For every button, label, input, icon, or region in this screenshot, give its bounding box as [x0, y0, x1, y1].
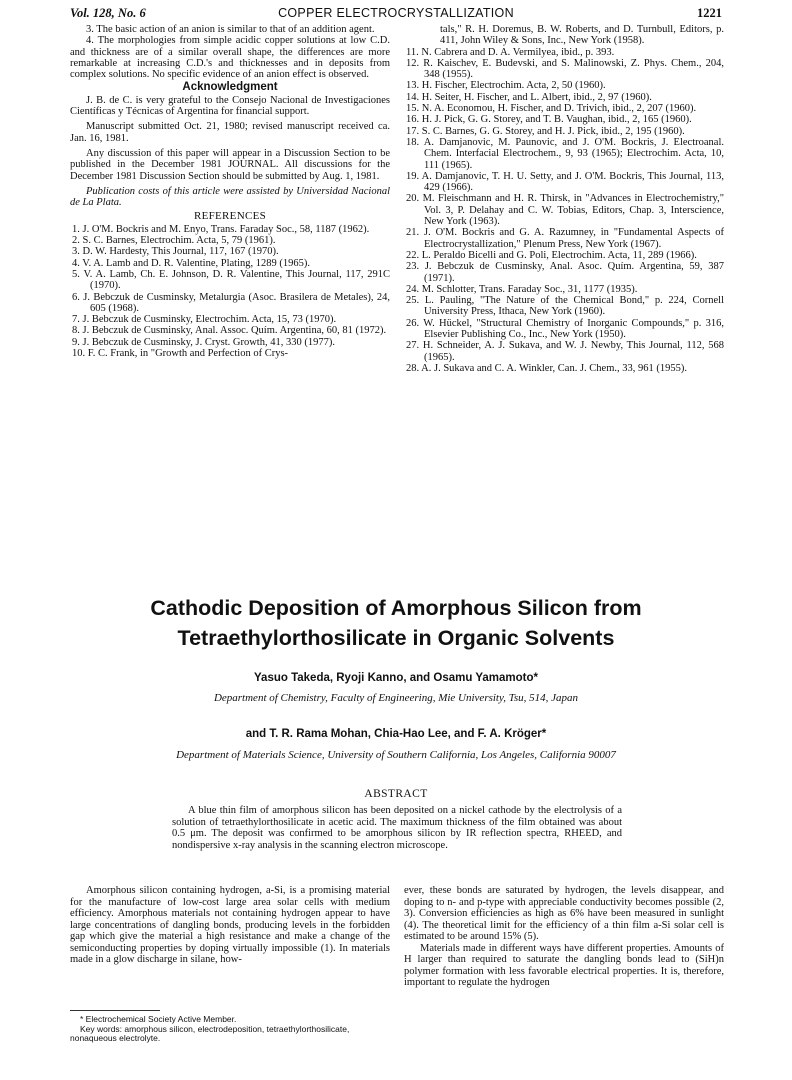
reference-item: 10. F. C. Frank, in "Growth and Perfection of Crys-	[72, 348, 289, 360]
reference-item: 18. A. Damjanovic, M. Paunovic, and J. O'M. Bockris, J. Electroanal. Chem. Interfacial Electrochem., 9, 93 (1965); Electrochim. Acta, 10, 111 (1965).	[406, 136, 724, 171]
right-column-references	[404, 24, 724, 374]
volume-issue: Vol. 128, No. 6	[70, 6, 146, 20]
reference-item: 6. J. Bebczuk de Cusminsky, Metalurgia (Asoc. Brasilera de Metales), 24, 605 (1968).	[72, 291, 390, 314]
reference-item: 3. D. W. Hardesty, This Journal, 117, 167 (1970).	[72, 246, 279, 258]
reference-item: 13. H. Fischer, Electrochim. Acta, 2, 50 (1960).	[406, 80, 606, 92]
acknowledgment-text: J. B. de C. is very grateful to the Consejo Nacional de Investigaciones Científicas y Técnicas of Argentina for financial support.	[70, 94, 390, 118]
footnote-rule	[70, 1010, 160, 1011]
reference-item: 4. V. A. Lamb and D. R. Valentine, Plating, 1289 (1965).	[72, 257, 310, 269]
reference-item: 20. M. Fleischmann and H. R. Thirsk, in "Advances in Electrochemistry," Vol. 3, P. Delahay and C. W. Tobias, Editors, Chap. 3, Interscience, New York (1963).	[406, 193, 724, 228]
title-line-2: Tetraethylorthosilicate in Organic Solvents	[177, 626, 615, 650]
footnotes	[70, 1015, 392, 1044]
reference-item: tals," R. H. Doremus, B. W. Roberts, and D. Turnbull, Editors, p. 411, John Wiley & Sons, Inc., New York (1958).	[440, 24, 724, 47]
title-line-1: Cathodic Deposition of Amorphous Silicon from	[150, 596, 642, 620]
reference-item: 24. M. Schlotter, Trans. Faraday Soc., 31, 1177 (1935).	[406, 283, 638, 295]
left-column-previous-article	[70, 24, 390, 359]
references-heading: REFERENCES	[193, 210, 267, 223]
abstract-heading: ABSTRACT	[364, 788, 428, 800]
reference-item: 2. S. C. Barnes, Electrochim. Acta, 5, 79 (1961).	[72, 235, 276, 247]
article-title	[60, 593, 732, 653]
reference-item: 7. J. Bebczuk de Cusminsky, Electrochim. Acta, 15, 73 (1970).	[72, 314, 337, 326]
reference-item: 27. H. Schneider, A. J. Sukava, and W. J. Newby, This Journal, 112, 568 (1965).	[406, 340, 724, 363]
reference-item: 26. W. Hückel, "Structural Chemistry of Inorganic Compounds," p. 316, Elsevier Publishing Co., Inc., New York (1950).	[406, 317, 724, 341]
publication-costs-note: Publication costs of this article were assisted by Universidad Nacional de La Plata.	[70, 185, 390, 209]
reference-item: 16. H. J. Pick, G. G. Storey, and T. B. Vaughan, ibid., 2, 165 (1960).	[406, 114, 692, 126]
reference-item: 14. H. Seiter, H. Fischer, and L. Albert, ibid., 2, 97 (1960).	[406, 91, 652, 103]
acknowledgment-heading: Acknowledgment	[182, 81, 278, 94]
conclusion-3: 3. The basic action of an anion is similar to that of an addition agent.	[86, 24, 375, 35]
affiliation-1: Department of Chemistry, Faculty of Engineering, Mie University, Tsu, 514, Japan	[213, 692, 579, 704]
reference-item: 22. L. Peraldo Bicelli and G. Poli, Electrochim. Acta, 11, 289 (1966).	[406, 249, 697, 261]
reference-item: 17. S. C. Barnes, G. G. Storey, and H. J. Pick, ibid., 2, 195 (1960).	[406, 125, 685, 137]
reference-item: 11. N. Cabrera and D. A. Vermilyea, ibid., p. 393.	[406, 46, 615, 58]
body-paragraph: ever, these bonds are saturated by hydrogen, the levels disappear, and doping to n- and p-type with appreciable conductivity becomes possible (2, 3). Conversion efficiencies as high as 6% have been measured in sunlight (4). The theoretical limit for the efficiency of a thin film a-Si solar cell is estimated to be around 15% (5).	[404, 885, 724, 942]
running-header	[70, 6, 722, 24]
reference-item: 8. J. Bebczuk de Cusminsky, Anal. Assoc. Quím. Argentina, 60, 81 (1972).	[72, 325, 387, 337]
discussion-note: Any discussion of this paper will appear in a Discussion Section to be published in the December 1981 JOURNAL. All discussions for the December 1981 Discussion Section should be submitted by Aug. 1, 1981.	[70, 147, 390, 182]
reference-item: 5. V. A. Lamb, Ch. E. Johnson, D. R. Valentine, This Journal, 117, 291C (1970).	[72, 268, 390, 292]
running-title: COPPER ELECTROCRYSTALLIZATION	[278, 6, 514, 20]
footnote-keywords: Key words: amorphous silicon, electrodeposition, tetraethylorthosilicate, nonaqueous electrolyte.	[70, 1023, 350, 1043]
abstract-text: A blue thin film of amorphous silicon has been deposited on a nickel cathode by the electrolysis of a solution of tetraethylorthosilicate in acetic acid. The maximum thickness of the film obtained was about 0.5 μm. The deposit was confirmed to be amorphous silicon by IR reflection spectra, RHEED, and nondispersive x-ray analysis in the scanning electron microscope.	[172, 805, 622, 851]
reference-item: 19. A. Damjanovic, T. H. U. Setty, and J. O'M. Bockris, This Journal, 113, 429 (1966).	[406, 170, 724, 194]
body-text-right	[404, 885, 724, 989]
authors-group-2: and T. R. Rama Mohan, Chia-Hao Lee, and F. A. Kröger*	[245, 728, 547, 740]
reference-item: 21. J. O'M. Bockris and G. A. Razumney, in "Fundamental Aspects of Electrocrystallization," Plenum Press, New York (1967).	[406, 227, 724, 250]
reference-item: 23. J. Bebczuk de Cusminsky, Anal. Asoc. Quím. Argentina, 59, 387 (1971).	[406, 261, 724, 284]
authors-group-1: Yasuo Takeda, Ryoji Kanno, and Osamu Yamamoto*	[254, 672, 538, 684]
reference-item: 1. J. O'M. Bockris and M. Enyo, Trans. Faraday Soc., 58, 1187 (1962).	[72, 223, 370, 235]
reference-item: 9. J. Bebczuk de Cusminsky, J. Cryst. Growth, 41, 330 (1977).	[72, 336, 335, 348]
body-paragraph: Materials made in different ways have different properties. Amounts of H larger than required to saturate the dangling bonds lead to (SiH)n polymer formation with less favorable electrical properties. It is, therefore, important to regulate the hydrogen	[404, 942, 724, 988]
body-text-left: Amorphous silicon containing hydrogen, a-Si, is a promising material for the manufacture of low-cost large area solar cells with medium efficiency. Amorphous materials not containing hydrogen appear to have large concentrations of dangling bonds, producing levels in the forbidden gap which give the material a high resistance and make a change of the semiconducting properties by doping virtually impossible (1). In materials made in a glow discharge in silane, how-	[70, 885, 390, 965]
conclusion-4: 4. The morphologies from simple acidic copper solutions at low C.D. and thickness are of a similar overall shape, the differences are more remarkable at increasing C.D.'s and thicknesses and in deposits from complex solutions. No specific evidence of an anion effect is observed.	[70, 35, 390, 81]
footnote-member: * Electrochemical Society Active Member.	[80, 1014, 237, 1024]
reference-item: 25. L. Pauling, "The Nature of the Chemical Bond," p. 224, Cornell University Press, Ithaca, New York (1960).	[406, 295, 724, 318]
reference-item: 15. N. A. Economou, H. Fischer, and D. Trivich, ibid., 2, 207 (1960).	[406, 103, 697, 115]
reference-item: 12. R. Kaischev, E. Budevski, and S. Malinowski, Z. Phys. Chem., 204, 348 (1955).	[406, 57, 724, 81]
page-number: 1221	[697, 6, 722, 20]
affiliation-2: Department of Materials Science, University of Southern California, Los Angeles, California 90007	[176, 749, 616, 761]
manuscript-note: Manuscript submitted Oct. 21, 1980; revised manuscript received ca. Jan. 16, 1981.	[70, 121, 390, 144]
reference-item: 28. A. J. Sukava and C. A. Winkler, Can. J. Chem., 33, 961 (1955).	[406, 362, 687, 374]
